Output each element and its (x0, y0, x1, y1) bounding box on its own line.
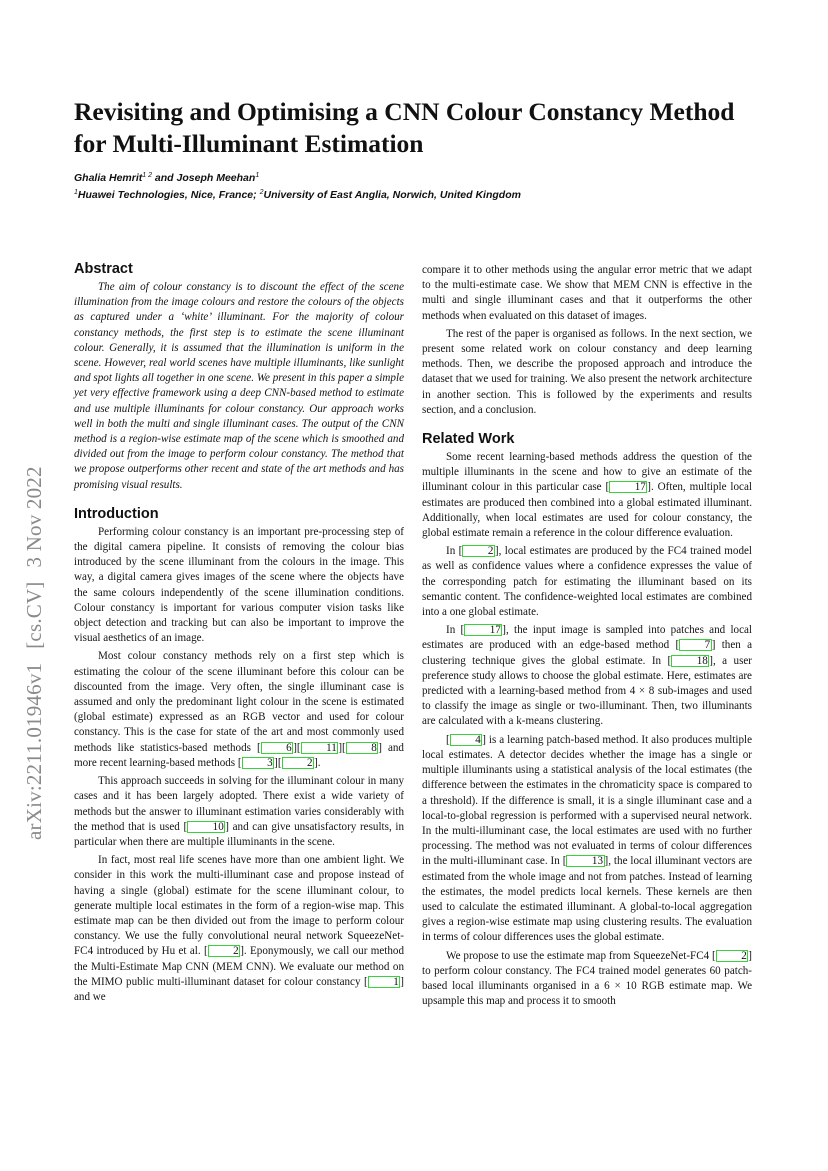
paragraph-text: . Often, multiple local estimates are produced then combined into a global estimated illuminant. Additionally, when local estimates are used for colour constancy, the global estimate remain a reference in the colour difference evaluation. (422, 481, 752, 540)
author-line (74, 170, 764, 187)
author-name: Joseph Meehan (176, 172, 256, 184)
paragraph: Most colour constancy methods rely on a first step which is estimating the colour of the scene illuminant before this colour can be discounted from the image. Very often, the single illuminant case is assumed and only the predominant light colour in the scene is estimated (global estimate) expressed as an RGB vector and used for colour constancy. This is the case for state of the art and most commonly used methods like statistics-based methods [ 6 ][ 11 ][ 8 ] and more recent learning-based methods [ 3 ][ 2 ]. (74, 650, 404, 769)
arxiv-id: arXiv:2211.01946v1 (22, 662, 46, 840)
paragraph: Some recent learning-based methods address the question of the multiple illuminants in the scene and how to give an estimate of the illuminant colour in this particular case [ 17 ]. Often, multiple local estimates are produced then combined into a global estimated illuminant. Additionally, when local estimates are used for colour constancy, the global estimate remain a reference in the colour difference evaluation. (422, 451, 752, 540)
paragraph-text: Performing colour constancy is an important pre-processing step of the digital camera pipeline. It consists of removing the colour bias introduced by the scene illuminant from the colours in the image. This way, a digital camera gives images of the scene where the objects have the same colours independently of the scene illumination conditions. Colour constancy is important for various computer vision tasks like object detection and tracking but can also be important to improve the visual aesthetics of an image. (74, 525, 404, 645)
affiliation-line (74, 187, 764, 204)
citation-link[interactable]: 2 (282, 757, 315, 769)
paragraph-text: , the local illuminant vectors are estimated from the whole image and not from patches. Instead of learning the estimates, the model predicts local kernels. These kernels are then used to calculate the estimated illuminant. A global-to-local aggregation gives a region-wise estimate map using clustering results. The evaluation in terms of colour differences uses the global estimate. (422, 855, 752, 944)
citation-link[interactable]: 2 (716, 950, 749, 962)
citation-link[interactable]: 13 (566, 855, 604, 867)
paragraph: In [ 17 ], the input image is sampled into patches and local estimates are produced with an edge-based method [ 7 ] then a clustering technique gives the global estimate. In [ 18 ], a user preference study allows to choose the global estimate. Here, estimates are predicted with a learning-based method from 4 × 8 sub-images and used to classify the image as single or two-illuminant. Then, two illuminants are calculated with a k-means clustering. (422, 624, 752, 728)
paragraph (422, 263, 752, 324)
author-joiner: and (152, 172, 177, 184)
paragraph-text: is a learning patch-based method. It also produces multiple local estimates. A detector decides whether the image has a single or multiple illuminants using a statistical analysis of the local estimates (the difference between the estimates in the chromaticity space is compared to a threshold). If the difference is small, it is a single illuminant case and a local-to-global regression is performed with a supervised neural network. In the multi-illuminant case, the local estimates are used with no further processing. The method was not evaluated in terms of colour differences in the multi-illuminant case. In (422, 733, 752, 868)
related-work-section (422, 430, 752, 1009)
arxiv-category: [cs.CV] (22, 581, 46, 649)
affiliation-mark: 2 (259, 189, 264, 196)
abstract-text: The aim of colour constancy is to discount the effect of the scene illumination from the image colours and restore the colours of the objects as captured under a ‘white’ illuminant. For the majority of colour constancy methods, the first step is to estimate the scene illuminant colour. Generally, it is assumed that the illumination is uniform in the scene. However, real world scenes have multiple illuminants, like sunlight and spot lights all together in one scene. We present in this paper a simple yet very effective framework using a deep CNN-based method to estimate and use multiple illuminants for colour constancy. Our approach works well in both the multi and single illuminant cases. The output of the CNN method is a region-wise estimate map of the scene which is smoothed and divided out from the image to perform colour constancy. The method that we propose outperforms other recent and state of the art methods and has promising visual results. (74, 281, 404, 491)
paragraph-text: In fact, most real life scenes have more than one ambient light. We consider in this work the multi-illuminant case and propose instead of having a single (global) estimate for the scene illuminant colour, to generate multiple local estimates in the form of a region-wise map. This estimate map can be then divided out from the image to perform colour constancy. We use the fully convolutional neural network SqueezeNet-FC4 introduced by Hu et al. (74, 854, 404, 958)
paragraph: We propose to use the estimate map from SqueezeNet-FC4 [ 2 ] to perform colour constancy. The FC4 trained model generates 60 patch-based local illuminants organised in a 6 × 10 RGB estimate map. We upsample this map and process it to smooth (422, 949, 752, 1008)
affiliation-mark: 1 (74, 189, 78, 196)
paragraph-text: In (446, 545, 459, 558)
paragraph-text: and more recent learning-based methods (74, 741, 404, 769)
citation-link[interactable]: 4 (450, 734, 483, 746)
introduction-body (74, 525, 404, 1005)
paragraph-text: We propose to use the estimate map from SqueezeNet-FC4 (446, 949, 713, 962)
paragraph-text: , local estimates are produced by the FC4 trained model as well as confidence values where a confidence expresses the value of the corresponding patch for estimating the illuminant based on its semantic content. The confidence-weighted local estimates are combined into a one global estimate. (422, 545, 753, 619)
paragraph (422, 327, 752, 418)
author-block (74, 170, 764, 204)
paragraph-text: and we (74, 990, 106, 1003)
citation-link[interactable]: 8 (346, 742, 379, 754)
paragraph-text: . (317, 756, 321, 769)
citation-link[interactable]: 6 (261, 742, 294, 754)
citation-link[interactable]: 3 (242, 757, 275, 769)
paragraph-text: . Eponymously, we call our method the Multi-Estimate Map CNN (MEM CNN). We evaluate our method on the MIMO public multi-illuminant dataset for colour constancy (74, 945, 404, 988)
arxiv-stamp (22, 452, 47, 840)
paragraph (74, 525, 404, 647)
paragraph: In [ 2 ], local estimates are produced by the FC4 trained model as well as confidence values where a confidence expresses the value of the corresponding patch for estimating the illuminant based on its semantic content. The confidence-weighted local estimates are combined into a one global estimate. (422, 545, 753, 619)
paragraph-text: Most colour constancy methods rely on a first step which is estimating the colour of the scene illuminant before this colour can be discounted from the image. Very often, the single illuminant case is assumed and only the predominant light colour in the scene is estimated (global estimate) expressed as an RGB vector and used for colour constancy. This is the case for state of the art and most commonly used methods like statistics-based methods (74, 650, 404, 754)
paragraph-text: In (446, 624, 461, 637)
paragraph-text: then a clustering technique gives the global estimate. In (422, 639, 752, 667)
citation-link[interactable]: 1 (368, 976, 401, 988)
paragraph-text: , the input image is sampled into patches and local estimates are produced with an edge-based method (422, 624, 752, 652)
paragraph: This approach succeeds in solving for the illuminant colour in many cases and it has been largely adopted. There exist a wide variety of methods but the answer to illuminant estimation varies considerably with the method that is used [ 10 ] and can give unsatisfactory results, in particular when there are multiple illuminants in the scene. (74, 775, 404, 848)
abstract-section (74, 260, 404, 493)
paragraph-text: The rest of the paper is organised as follows. In the next section, we present some related work on colour constancy and deep learning methods. Then, we describe the proposed approach and introduce the dataset that we used for training. We also present the network architecture in another section. This is followed by the experiments and results section, and a conclusion. (422, 327, 752, 416)
author-affiliation-mark: 1 (255, 172, 260, 179)
citation-link[interactable]: 2 (208, 945, 241, 957)
author-affiliation-mark: 1 2 (142, 172, 153, 179)
introduction-continuation (422, 263, 752, 418)
author-name: Ghalia Hemrit (74, 172, 143, 184)
citation-link[interactable]: 17 (464, 624, 502, 636)
related-work-body (422, 450, 752, 1009)
left-column (74, 260, 404, 1005)
paragraph-text: and can give unsatisfactory results, in particular when there are multiple illuminants in the scene. (74, 820, 404, 848)
right-column (422, 263, 752, 1009)
arxiv-date: 3 Nov 2022 (22, 466, 46, 568)
citation-link[interactable]: 17 (609, 481, 647, 493)
citation-link[interactable]: 2 (462, 545, 495, 557)
paragraph-text: This approach succeeds in solving for the illuminant colour in many cases and it has been largely adopted. There exist a wide variety of methods but the answer to illuminant estimation varies considerably with the method that is used (74, 775, 404, 833)
citation-link[interactable]: 10 (187, 821, 225, 833)
paragraph-text: , a user preference study allows to choose the global estimate. Here, estimates are predicted with a learning-based method from 4 × 8 sub-images and used to classify the image as single or two-illuminant. Then, two illuminants are calculated with a k-means clustering. (422, 654, 752, 728)
paragraph-text: compare it to other methods using the angular error metric that we adapt to the multi-estimate case. We show that MEM CNN is effective in the multi and single illuminant cases and that it outperforms the other methods when evaluated on this dataset of images. (422, 264, 752, 322)
citation-link[interactable]: 11 (301, 742, 339, 754)
paragraph-text: Some recent learning-based methods address the question of the multiple illuminants in the scene and how to give an estimate of the illuminant colour in this particular case (422, 451, 752, 494)
affiliation: Huawei Technologies, Nice, France; (77, 189, 257, 201)
affiliation: University of East Anglia, Norwich, United Kingdom (263, 189, 521, 201)
citation-link[interactable]: 7 (679, 639, 712, 651)
paragraph: [ 4 ] is a learning patch-based method. It also produces multiple local estimates. A detector decides whether the image has a single or multiple illuminants using a statistical analysis of the local estimates (the difference between the estimates in the chromaticity space is compared to a threshold). If the difference is small, it is a single illuminant case and a local-to-global regression is performed with a supervised neural network. In the multi-illuminant case, the local estimates are used with no further processing. The method was not evaluated in terms of colour differences in the multi-illuminant case. In [ 13 ], the local illuminant vectors are estimated from the whole image and not from patches. Instead of learning the estimates, the model predicts local kernels. These kernels are then used to calculate the estimated illuminant. A global-to-local aggregation gives a region-wise estimate map using clustering results. The evaluation in terms of colour differences uses the global estimate. (422, 733, 752, 944)
introduction-section (74, 505, 404, 1005)
related-work-heading: Related Work (422, 431, 515, 448)
abstract-heading: Abstract (74, 261, 133, 277)
citation-link[interactable]: 18 (671, 655, 709, 667)
paragraph: In fact, most real life scenes have more than one ambient light. We consider in this work the multi-illuminant case and propose instead of having a single (global) estimate for the scene illuminant colour, to generate multiple local estimates in the form of a region-wise map. This estimate map can be then divided out from the image to perform colour constancy. We use the fully convolutional neural network SqueezeNet-FC4 introduced by Hu et al. [ 2 ]. Eponymously, we call our method the Multi-Estimate Map CNN (MEM CNN). We evaluate our method on the MIMO public multi-illuminant dataset for colour constancy [ 1 ] and we (74, 854, 404, 1003)
paragraph-text: to perform colour constancy. The FC4 trained model generates 60 patch-based local illuminants organised in a 6 × 10 RGB estimate map. We upsample this map and process it to smooth (422, 964, 752, 1008)
introduction-heading: Introduction (74, 505, 159, 522)
paper-title: Revisiting and Optimising a CNN Colour Constancy Method for Multi-Illuminant Estimation (74, 97, 735, 158)
